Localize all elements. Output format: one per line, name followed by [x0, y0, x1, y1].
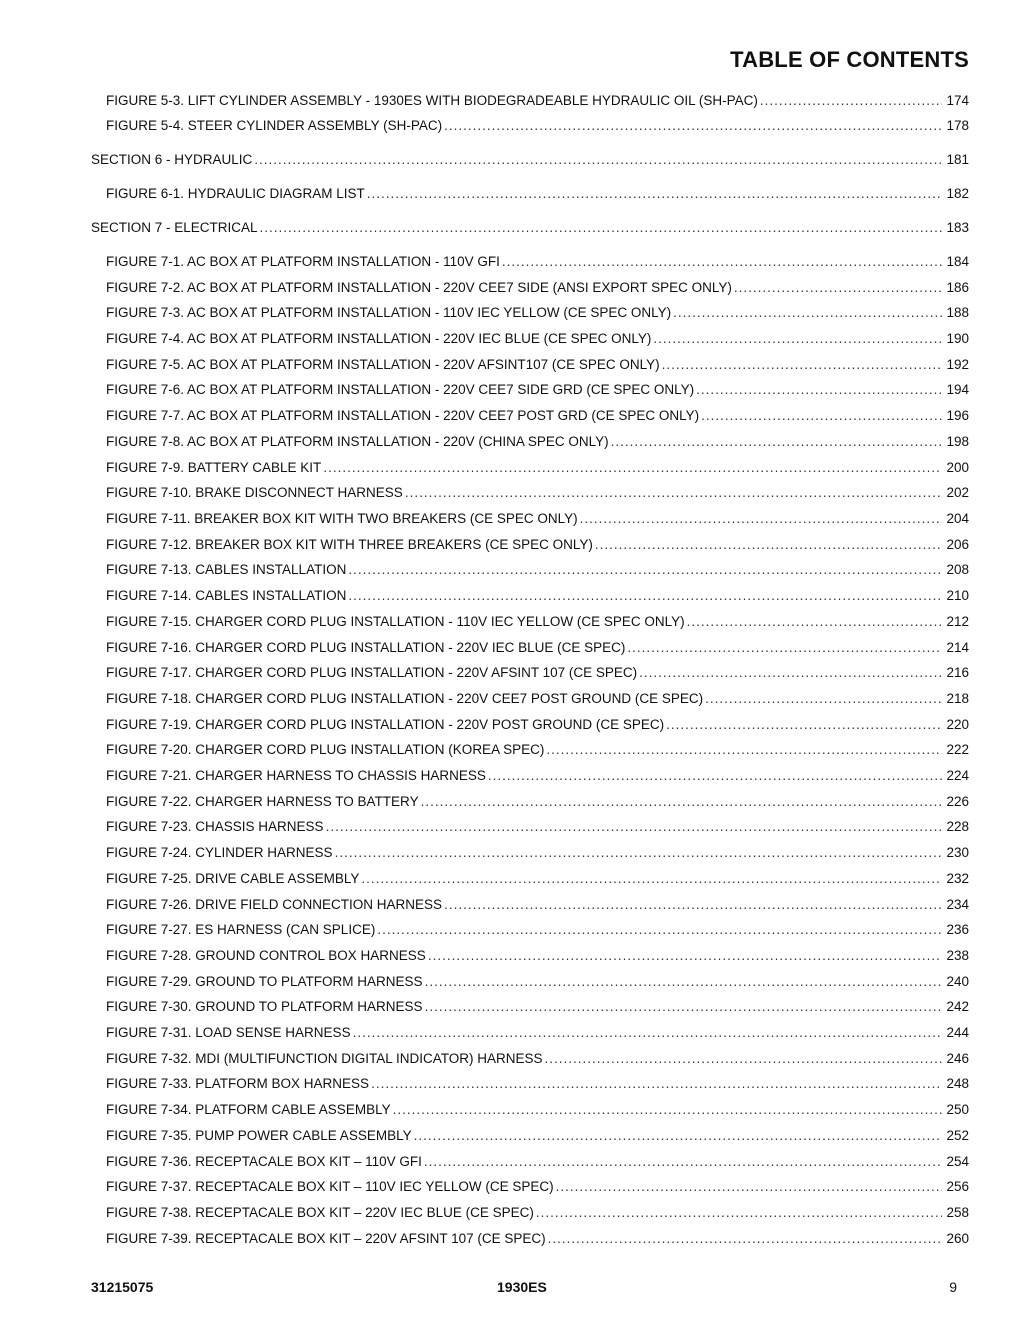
toc-figure-entry[interactable] — [106, 458, 969, 478]
dot-leader — [425, 972, 942, 992]
dot-leader — [701, 406, 942, 426]
dot-leader — [326, 817, 942, 837]
toc-figure-entry[interactable] — [106, 432, 969, 452]
toc-entry-label: FIGURE 7-15. CHARGER CORD PLUG INSTALLATION - 110V IEC YELLOW (CE SPEC ONLY) — [106, 614, 685, 629]
toc-entry-page-number: 181 — [946, 152, 969, 167]
toc-figure-entry[interactable] — [106, 355, 969, 375]
toc-entry-label: FIGURE 7-34. PLATFORM CABLE ASSEMBLY — [106, 1102, 391, 1117]
toc-figure-entry[interactable] — [106, 997, 969, 1017]
dot-leader — [371, 1074, 942, 1094]
toc-figure-entry[interactable] — [106, 895, 969, 915]
dot-leader — [488, 766, 942, 786]
toc-entry-page-number: 234 — [946, 897, 969, 912]
toc-entry-page-number: 228 — [946, 819, 969, 834]
toc-figure-entry[interactable] — [106, 406, 969, 426]
toc-entry-page-number: 260 — [946, 1231, 969, 1246]
toc-figure-entry[interactable] — [106, 1152, 969, 1172]
dot-leader — [377, 920, 942, 940]
toc-entry-label: FIGURE 7-35. PUMP POWER CABLE ASSEMBLY — [106, 1128, 412, 1143]
toc-entry-label: FIGURE 7-39. RECEPTACALE BOX KIT – 220V AFSINT 107 (CE SPEC) — [106, 1231, 546, 1246]
toc-entry-page-number: 250 — [946, 1102, 969, 1117]
toc-entry-label: FIGURE 5-3. LIFT CYLINDER ASSEMBLY - 1930ES WITH BIODEGRADEABLE HYDRAULIC OIL (SH-PAC) — [106, 93, 758, 108]
toc-entry-page-number: 206 — [946, 537, 969, 552]
toc-figure-entry[interactable] — [106, 843, 969, 863]
toc-entry-page-number: 183 — [946, 220, 969, 235]
toc-entry-page-number: 224 — [946, 768, 969, 783]
toc-entry-page-number: 218 — [946, 691, 969, 706]
dot-leader — [414, 1126, 942, 1146]
toc-entry-page-number: 212 — [946, 614, 969, 629]
dot-leader — [361, 869, 942, 889]
toc-figure-entry[interactable] — [106, 91, 969, 111]
toc-figure-entry[interactable] — [106, 689, 969, 709]
toc-figure-entry[interactable] — [106, 715, 969, 735]
toc-entry-page-number: 226 — [946, 794, 969, 809]
dot-leader — [662, 355, 942, 375]
toc-entry-page-number: 214 — [946, 640, 969, 655]
toc-figure-entry[interactable] — [106, 1023, 969, 1043]
toc-entry-label: FIGURE 7-17. CHARGER CORD PLUG INSTALLATION - 220V AFSINT 107 (CE SPEC) — [106, 665, 638, 680]
toc-entry-label: FIGURE 7-23. CHASSIS HARNESS — [106, 819, 324, 834]
toc-entry-page-number: 238 — [946, 948, 969, 963]
toc-section-entry[interactable] — [91, 218, 969, 238]
toc-entry-page-number: 258 — [946, 1205, 969, 1220]
toc-entry-page-number: 200 — [946, 460, 969, 475]
toc-entry-page-number: 230 — [946, 845, 969, 860]
toc-figure-entry[interactable] — [106, 1100, 969, 1120]
toc-entry-label: FIGURE 7-4. AC BOX AT PLATFORM INSTALLATION - 220V IEC BLUE (CE SPEC ONLY) — [106, 331, 652, 346]
toc-section-entry[interactable] — [91, 150, 969, 170]
toc-figure-entry[interactable] — [106, 303, 969, 323]
toc-entry-label: FIGURE 7-29. GROUND TO PLATFORM HARNESS — [106, 974, 423, 989]
dot-leader — [556, 1177, 942, 1197]
toc-figure-entry[interactable] — [106, 380, 969, 400]
toc-entry-page-number: 198 — [946, 434, 969, 449]
dot-leader — [425, 997, 942, 1017]
dot-leader — [405, 483, 942, 503]
toc-figure-entry[interactable] — [106, 329, 969, 349]
toc-entry-page-number: 208 — [946, 562, 969, 577]
toc-entry-label: SECTION 6 - HYDRAULIC — [91, 152, 253, 167]
dot-leader — [595, 535, 942, 555]
toc-entry-page-number: 182 — [946, 186, 969, 201]
dot-leader — [673, 303, 942, 323]
dot-leader — [444, 895, 942, 915]
dot-leader — [348, 586, 942, 606]
dot-leader — [627, 638, 942, 658]
dot-leader — [335, 843, 942, 863]
toc-figure-entry[interactable] — [106, 278, 969, 298]
toc-entry-label: FIGURE 7-19. CHARGER CORD PLUG INSTALLATION - 220V POST GROUND (CE SPEC) — [106, 717, 665, 732]
toc-figure-entry[interactable] — [106, 1229, 969, 1249]
dot-leader — [666, 715, 942, 735]
toc-figure-entry[interactable] — [106, 766, 969, 786]
dot-leader — [580, 509, 942, 529]
toc-entry-page-number: 242 — [946, 999, 969, 1014]
toc-entry-page-number: 178 — [946, 118, 969, 133]
toc-entry-page-number: 240 — [946, 974, 969, 989]
toc-entry-label: FIGURE 7-3. AC BOX AT PLATFORM INSTALLATION - 110V IEC YELLOW (CE SPEC ONLY) — [106, 305, 672, 320]
toc-entry-label: FIGURE 7-33. PLATFORM BOX HARNESS — [106, 1076, 370, 1091]
toc-figure-entry[interactable] — [106, 972, 969, 992]
toc-entry-page-number: 194 — [946, 382, 969, 397]
toc-entry-page-number: 186 — [946, 280, 969, 295]
toc-entry-label: SECTION 7 - ELECTRICAL — [91, 220, 258, 235]
dot-leader — [705, 689, 942, 709]
toc-entry-label: FIGURE 7-26. DRIVE FIELD CONNECTION HARNESS — [106, 897, 443, 912]
toc-entry-page-number: 246 — [946, 1051, 969, 1066]
dot-leader — [687, 612, 942, 632]
toc-entry-label: FIGURE 5-4. STEER CYLINDER ASSEMBLY (SH-PAC) — [106, 118, 443, 133]
toc-figure-entry[interactable] — [106, 817, 969, 837]
toc-figure-entry[interactable] — [106, 509, 969, 529]
toc-entry-page-number: 216 — [946, 665, 969, 680]
toc-entry-label: FIGURE 7-36. RECEPTACALE BOX KIT – 110V GFI — [106, 1154, 422, 1169]
toc-figure-entry[interactable] — [106, 1177, 969, 1197]
toc-entry-page-number: 236 — [946, 922, 969, 937]
toc-entry-label: FIGURE 7-1. AC BOX AT PLATFORM INSTALLATION - 110V GFI — [106, 254, 500, 269]
toc-entry-label: FIGURE 7-31. LOAD SENSE HARNESS — [106, 1025, 351, 1040]
toc-entry-label: FIGURE 7-22. CHARGER HARNESS TO BATTERY — [106, 794, 419, 809]
toc-entry-label: FIGURE 7-11. BREAKER BOX KIT WITH TWO BREAKERS (CE SPEC ONLY) — [106, 511, 578, 526]
toc-entry-label: FIGURE 6-1. HYDRAULIC DIAGRAM LIST — [106, 186, 365, 201]
toc-entry-label: FIGURE 7-24. CYLINDER HARNESS — [106, 845, 333, 860]
toc-figure-entry[interactable] — [106, 1074, 969, 1094]
toc-figure-entry[interactable] — [106, 663, 969, 683]
dot-leader — [254, 150, 942, 170]
dot-leader — [502, 252, 942, 272]
toc-entry-label: FIGURE 7-20. CHARGER CORD PLUG INSTALLATION (KOREA SPEC) — [106, 742, 545, 757]
dot-leader — [348, 560, 942, 580]
toc-figure-entry[interactable] — [106, 612, 969, 632]
dot-leader — [444, 116, 942, 136]
dot-leader — [545, 1049, 942, 1069]
toc-entry-label: FIGURE 7-18. CHARGER CORD PLUG INSTALLATION - 220V CEE7 POST GROUND (CE SPEC) — [106, 691, 704, 706]
toc-entry-label: FIGURE 7-10. BRAKE DISCONNECT HARNESS — [106, 485, 403, 500]
toc-entry-page-number: 184 — [946, 254, 969, 269]
toc-entry-page-number: 196 — [946, 408, 969, 423]
toc-entry-page-number: 210 — [946, 588, 969, 603]
dot-leader — [760, 91, 942, 111]
dot-leader — [260, 218, 942, 238]
toc-entry-label: FIGURE 7-25. DRIVE CABLE ASSEMBLY — [106, 871, 360, 886]
toc-entry-label: FIGURE 7-8. AC BOX AT PLATFORM INSTALLATION - 220V (CHINA SPEC ONLY) — [106, 434, 609, 449]
toc-entry-label: FIGURE 7-6. AC BOX AT PLATFORM INSTALLATION - 220V CEE7 SIDE GRD (CE SPEC ONLY) — [106, 382, 695, 397]
dot-leader — [611, 432, 942, 452]
dot-leader — [548, 1229, 942, 1249]
toc-entry-page-number: 202 — [946, 485, 969, 500]
toc-entry-label: FIGURE 7-21. CHARGER HARNESS TO CHASSIS HARNESS — [106, 768, 486, 783]
page-title: TABLE OF CONTENTS — [730, 47, 969, 72]
toc-entry-page-number: 204 — [946, 511, 969, 526]
footer-model: 1930ES — [497, 1279, 547, 1295]
toc-entry-label: FIGURE 7-9. BATTERY CABLE KIT — [106, 460, 322, 475]
toc-entry-page-number: 222 — [946, 742, 969, 757]
toc-entry-label: FIGURE 7-32. MDI (MULTIFUNCTION DIGITAL INDICATOR) HARNESS — [106, 1051, 543, 1066]
toc-figure-entry[interactable] — [106, 920, 969, 940]
toc-entry-page-number: 188 — [946, 305, 969, 320]
toc-entry-label: FIGURE 7-2. AC BOX AT PLATFORM INSTALLATION - 220V CEE7 SIDE (ANSI EXPORT SPEC ONLY) — [106, 280, 732, 295]
toc-entry-label: FIGURE 7-37. RECEPTACALE BOX KIT – 110V IEC YELLOW (CE SPEC) — [106, 1179, 554, 1194]
toc-entry-label: FIGURE 7-14. CABLES INSTALLATION — [106, 588, 347, 603]
toc-figure-entry[interactable] — [106, 946, 969, 966]
toc-entry-page-number: 248 — [946, 1076, 969, 1091]
toc-entry-label: FIGURE 7-5. AC BOX AT PLATFORM INSTALLATION - 220V AFSINT107 (CE SPEC ONLY) — [106, 357, 660, 372]
toc-entry-page-number: 190 — [946, 331, 969, 346]
dot-leader — [546, 740, 942, 760]
toc-figure-entry[interactable] — [106, 560, 969, 580]
dot-leader — [424, 1152, 942, 1172]
toc-entry-label: FIGURE 7-12. BREAKER BOX KIT WITH THREE BREAKERS (CE SPEC ONLY) — [106, 537, 593, 552]
toc-entry-label: FIGURE 7-7. AC BOX AT PLATFORM INSTALLATION - 220V CEE7 POST GRD (CE SPEC ONLY) — [106, 408, 700, 423]
toc-entry-page-number: 174 — [946, 93, 969, 108]
toc-entry-label: FIGURE 7-28. GROUND CONTROL BOX HARNESS — [106, 948, 426, 963]
footer-page-number: 9 — [949, 1279, 957, 1295]
toc-figure-entry[interactable] — [106, 638, 969, 658]
toc-entry-label: FIGURE 7-13. CABLES INSTALLATION — [106, 562, 347, 577]
toc-figure-entry[interactable] — [106, 869, 969, 889]
dot-leader — [536, 1203, 942, 1223]
toc-figure-entry[interactable] — [106, 1203, 969, 1223]
toc-entry-page-number: 220 — [946, 717, 969, 732]
toc-entry-page-number: 192 — [946, 357, 969, 372]
toc-figure-entry[interactable] — [106, 483, 969, 503]
dot-leader — [428, 946, 942, 966]
toc-figure-entry[interactable] — [106, 184, 969, 204]
toc-figure-entry[interactable] — [106, 1049, 969, 1069]
toc-figure-entry[interactable] — [106, 535, 969, 555]
toc-entry-page-number: 252 — [946, 1128, 969, 1143]
toc-entry-label: FIGURE 7-38. RECEPTACALE BOX KIT – 220V IEC BLUE (CE SPEC) — [106, 1205, 534, 1220]
dot-leader — [653, 329, 942, 349]
toc-figure-entry[interactable] — [106, 792, 969, 812]
dot-leader — [367, 184, 942, 204]
toc-entry-label: FIGURE 7-16. CHARGER CORD PLUG INSTALLATION - 220V IEC BLUE (CE SPEC) — [106, 640, 626, 655]
toc-entry-label: FIGURE 7-27. ES HARNESS (CAN SPLICE) — [106, 922, 376, 937]
toc-figure-entry[interactable] — [106, 252, 969, 272]
footer-doc-number: 31215075 — [91, 1279, 154, 1295]
dot-leader — [734, 278, 942, 298]
toc-entry-page-number: 244 — [946, 1025, 969, 1040]
dot-leader — [393, 1100, 942, 1120]
toc-entry-page-number: 256 — [946, 1179, 969, 1194]
toc-entry-page-number: 232 — [946, 871, 969, 886]
dot-leader — [323, 458, 942, 478]
dot-leader — [696, 380, 942, 400]
toc-figure-entry[interactable] — [106, 586, 969, 606]
dot-leader — [639, 663, 942, 683]
toc-figure-entry[interactable] — [106, 740, 969, 760]
toc-figure-entry[interactable] — [106, 1126, 969, 1146]
dot-leader — [353, 1023, 942, 1043]
toc-figure-entry[interactable] — [106, 116, 969, 136]
dot-leader — [421, 792, 942, 812]
toc-entry-page-number: 254 — [946, 1154, 969, 1169]
toc-entry-label: FIGURE 7-30. GROUND TO PLATFORM HARNESS — [106, 999, 423, 1014]
